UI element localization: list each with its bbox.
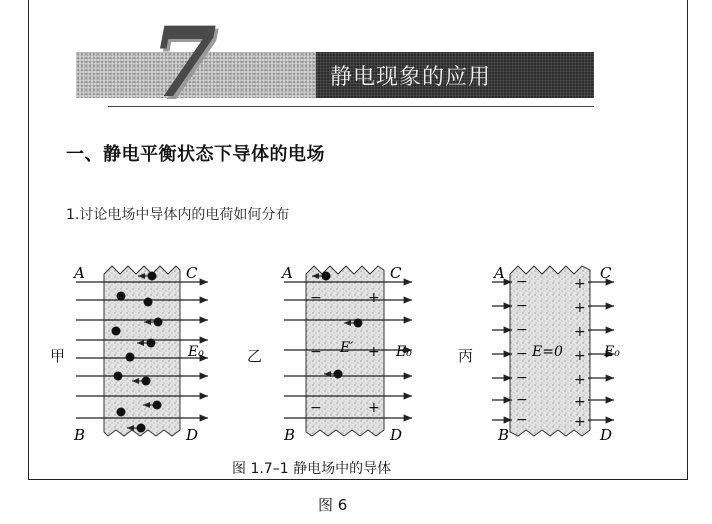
svg-text:E₀: E₀ <box>188 344 204 360</box>
section-heading: 一、静电平衡状态下导体的电场 <box>66 144 325 165</box>
chapter-title: 静电现象的应用 <box>316 52 594 98</box>
panel-yi-diagram <box>280 264 412 444</box>
svg-text:+: + <box>574 348 586 364</box>
svg-text:A: A <box>282 264 293 282</box>
svg-text:C: C <box>390 264 402 282</box>
svg-text:−: − <box>310 290 322 306</box>
svg-text:B: B <box>284 426 296 444</box>
svg-text:−: − <box>516 274 528 290</box>
svg-text:A: A <box>74 264 85 282</box>
panel-label-jia: 甲 <box>50 347 66 365</box>
figure-caption: 图 1.7–1 静电场中的导体 <box>232 461 392 477</box>
svg-text:E₀: E₀ <box>604 344 620 360</box>
svg-text:−: − <box>310 400 322 416</box>
svg-text:D: D <box>186 426 199 444</box>
panel-jia-diagram <box>72 264 208 444</box>
svg-text:B: B <box>74 426 86 444</box>
svg-text:+: + <box>574 394 586 410</box>
svg-text:−: − <box>516 322 528 338</box>
svg-text:D: D <box>600 426 613 444</box>
svg-text:E₀: E₀ <box>396 344 412 360</box>
svg-text:+: + <box>574 372 586 388</box>
svg-text:−: − <box>516 298 528 314</box>
svg-text:A: A <box>494 264 505 282</box>
conductor-slab-jia <box>104 266 180 436</box>
svg-text:+: + <box>574 324 586 340</box>
svg-text:D: D <box>390 426 403 444</box>
svg-text:−: − <box>516 346 528 362</box>
svg-text:−: − <box>516 412 528 428</box>
svg-text:E′: E′ <box>340 340 354 356</box>
svg-text:+: + <box>574 276 586 292</box>
svg-text:E=0: E=0 <box>532 344 563 360</box>
svg-text:−: − <box>516 370 528 386</box>
svg-text:+: + <box>368 290 380 306</box>
panel-label-yi: 乙 <box>247 347 263 365</box>
svg-text:+: + <box>368 400 380 416</box>
panel-label-bing: 丙 <box>458 347 474 365</box>
svg-text:+: + <box>574 414 586 430</box>
svg-text:B: B <box>498 426 510 444</box>
svg-text:−: − <box>516 392 528 408</box>
svg-text:−: − <box>310 344 322 360</box>
svg-text:C: C <box>186 264 198 282</box>
svg-text:+: + <box>574 300 586 316</box>
svg-text:+: + <box>368 344 380 360</box>
svg-text:C: C <box>600 264 612 282</box>
figure-number-label: 图 6 <box>318 496 348 514</box>
chapter-number: 7 <box>150 6 217 119</box>
panel-bing-diagram <box>492 264 620 444</box>
subheading: 1.讨论电场中导体内的电荷如何分布 <box>66 207 290 223</box>
